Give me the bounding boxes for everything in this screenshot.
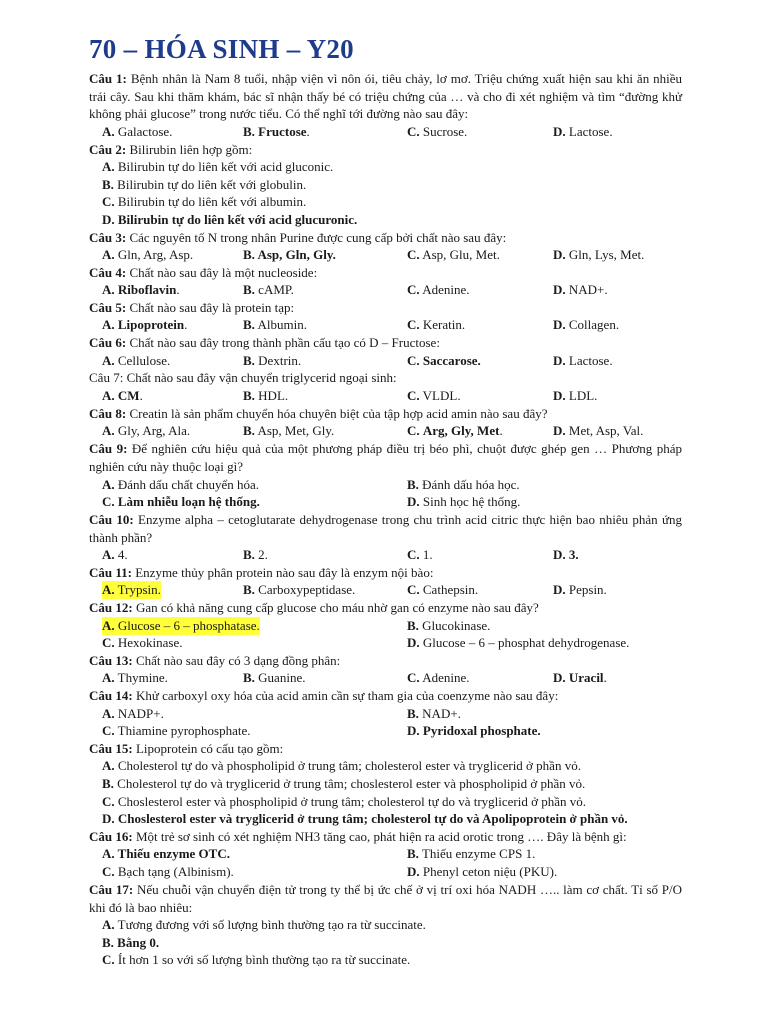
- answer-row: [102, 951, 682, 969]
- question-label: Câu 11:: [89, 565, 132, 580]
- option-letter: A.: [102, 353, 115, 368]
- option-text: Cholesterol tự do và phospholipid ở trung tâm; cholesterol ester và tryglicerid ở phần vỏ.: [117, 758, 581, 773]
- option-text: Lactose.: [568, 353, 613, 368]
- option-text: 1.: [422, 547, 433, 562]
- option-text: Sinh học hệ thống.: [422, 494, 521, 509]
- question-1: [89, 70, 682, 123]
- option-letter: C.: [407, 547, 420, 562]
- option-text: Thiếu enzyme CPS 1.: [421, 846, 536, 861]
- question-6: [89, 334, 682, 352]
- option-text: Keratin.: [422, 317, 466, 332]
- question-10: [89, 511, 682, 546]
- option-letter: A.: [102, 388, 115, 403]
- option-letter: D.: [553, 670, 566, 685]
- option-letter: D.: [407, 635, 420, 650]
- option-text: Pyridoxal phosphate.: [422, 723, 541, 738]
- option-text: Fructose: [258, 124, 307, 139]
- option-text: Cholesterol tự do và tryglicerid ở trung tâm; choslesterol ester và phospholipid ở phần vỏ.: [117, 776, 586, 791]
- question-4: [89, 264, 682, 282]
- option-letter: C.: [102, 864, 115, 879]
- answer-row: [102, 158, 682, 176]
- option-text: HDL.: [258, 388, 289, 403]
- option-text: Met, Asp, Val.: [568, 423, 644, 438]
- question-label: Câu 12:: [89, 600, 133, 615]
- option-text: Cathepsin.: [422, 582, 479, 597]
- option-letter: B.: [102, 935, 114, 950]
- option-letter: B.: [407, 618, 419, 633]
- option-letter: A.: [102, 670, 115, 685]
- question-label: Câu 10:: [89, 512, 134, 527]
- option-text: Pepsin.: [568, 582, 607, 597]
- option-letter: B.: [243, 582, 255, 597]
- option-letter: A.: [102, 247, 115, 262]
- option-text: NAD+.: [422, 706, 461, 721]
- option-text: NAD+.: [568, 282, 608, 297]
- option-text: Bilirubin tự do liên kết với albumin.: [117, 194, 307, 209]
- option-text: Choslesterol ester và phospholipid ở trung tâm; cholesterol tự do và tryglicerid ở phần vỏ.: [117, 794, 587, 809]
- option-text: Phenyl ceton niệu (PKU).: [422, 864, 558, 879]
- question-label: Câu 5:: [89, 300, 127, 315]
- question-text: Chất nào sau đây là một nucleoside:: [129, 265, 318, 280]
- answer-row: [102, 793, 682, 811]
- answer-row: [102, 176, 682, 194]
- option-letter: B.: [243, 670, 255, 685]
- question-8: [89, 405, 682, 423]
- option-text: Hexokinase.: [117, 635, 183, 650]
- option-letter: C.: [407, 353, 420, 368]
- option-text: cAMP.: [258, 282, 294, 297]
- option-letter: B.: [243, 124, 255, 139]
- question-text: Chất nào sau đây vận chuyển triglycerid ngoại sinh:: [126, 370, 397, 385]
- question-label: Câu 9:: [89, 441, 128, 456]
- question-text: Khử carboxyl oxy hóa của acid amin cần sự tham gia của coenzyme nào sau đây:: [135, 688, 559, 703]
- question-text: Creatin là sản phẩm chuyển hóa chuyên biệt của tập hợp acid amin nào sau đây?: [129, 406, 548, 421]
- option-letter: A.: [102, 618, 115, 633]
- option-letter: A.: [102, 547, 115, 562]
- option-text: Albumin.: [257, 317, 307, 332]
- document-page: 70 – HÓA SINH – Y20 Câu 1: Bệnh nhân là Nam 8 tuổi, nhập viện vì nôn ói, tiêu chảy, lơ mơ. Triệu chứng xuất hiện sau khi ăn nhiều trái cây. Sau khi thăm khám, bác sĩ nhận thấy bé có triệu chứng của … và cho đi xét nghiệm và tìm “đường khử không phải glucose” trong nước tiểu. Có thể nghĩ tới đường nào sau đây: A. Galactose. B. Fructose. C. Sucrose. D. Lactose. Câu 2: Bilirubin liên hợp gồm: A. Bilirubin tự do liên kết với acid gluconic. B. Bilirubin tự do liên kết với globulin. C. Bilirubin tự do liên kết với albumin. D. Bilirubin tự do liên kết với acid glucuronic. Câu 3: Các nguyên tố N trong nhân Purine được cung cấp bởi chất nào sau đây: A. Gln, Arg, Asp. B. Asp, Gln, Gly. C. Asp, Glu, Met. D. Gln, Lys, Met. Câu 4: Chất nào sau đây là một nucleoside: A. Riboflavin. B. cAMP. C. Adenine. D. NAD+. Câu 5: Chất nào sau đây là protein tạp: A. Lipoprotein. B. Albumin. C. Keratin. D. Collagen. Câu 6: Chất nào sau đây trong thành phần cấu tạo có D – Fructose: A. Cellulose. B. Dextrin. C. Saccarose. D. Lactose. Câu 7: Chất nào sau đây vận chuyển triglycerid ngoại sinh: A. CM. B. HDL. C. VLDL. D. LDL. Câu 8: Creatin là sản phẩm chuyển hóa chuyên biệt của tập hợp acid amin nào sau đây? A. Gly, Arg, Ala. B. Asp, Met, Gly. C. Arg, Gly, Met. D. Met, Asp, Val. Câu 9: Để nghiên cứu hiệu quả của một phương pháp điều trị béo phì, chuột được ghép gen … Phương pháp nghiên cứu này thuộc loại gì? A. Đánh dấu chất chuyển hóa. B. Đánh dấu hóa học. C. Làm nhiễu loạn hệ thống. D. Sinh học hệ thống. Câu 10: Enzyme alpha – cetoglutarate dehydrogenase trong chu trình acid citric thực hiện bao nhiêu phản ứng thành phần? A. 4. B. 2. C. 1. D. 3. Câu 11: Enzyme thủy phân protein nào sau đây là enzym nội bào: A. Trypsin. B. Carboxypeptidase. C. Cathepsin. D. Pepsin. Câu 12: Gan có khả năng cung cấp glucose cho máu nhờ gan có enzyme nào sau đây? A. Glucose – 6 – phosphatase. B. Glucokinase. C. Hexokinase. D. Glucose – 6 – phosphat dehydrogenase. Câu 13: Chất nào sau đây có 3 dạng đồng phân: A. Thymine. B. Guanine. C. Adenine. D. Uracil. Câu 14: Khử carboxyl oxy hóa của acid amin cần sự tham gia của coenzyme nào sau đây: A. NADP+. B. NAD+. C. Thiamine pyrophosphate. D. Pyridoxal phosphate. Câu 15: Lipoprotein có cấu tạo gồm: A. Cholesterol tự do và phospholipid ở trung tâm; cholesterol ester và tryglicerid ở phần vỏ. B. Cholesterol tự do và tryglicerid ở trung tâm; choslesterol ester và phospholipid ở phần vỏ. C. Choslesterol ester và phospholipid ở trung tâm; cholesterol tự do và tryglicerid ở phần vỏ. D. Choslesterol ester và tryglicerid ở trung tâm; cholesterol tự do và Apolipoprotein ở phần vỏ. Câu 16: Một trẻ sơ sinh có xét nghiệm NH3 tăng cao, phát hiện ra acid orotic trong …. Đây là bệnh gì: A. Thiếu enzyme OTC. B. Thiếu enzyme CPS 1. C. Bạch tạng (Albinism). D. Phenyl ceton niệu (PKU). Câu 17: Nếu chuỗi vận chuyển điện tử trong ty thể bị ức chế ở vị trí oxi hóa NADH ….. làm cơ chất. Tỉ số P/O khi đó là bao nhiêu: A. Tương đương với số lượng bình thường tạo ra từ succinate. B. Bằng 0. C. Ít hơn 1 so với số lượng bình thường tạo ra từ succinate.: [89, 34, 683, 967]
- option-text: Tương đương với số lượng bình thường tạo ra từ succinate.: [117, 917, 426, 932]
- option-text: CM: [117, 388, 140, 403]
- option-text: Bạch tạng (Albinism).: [117, 864, 234, 879]
- option-letter: B.: [243, 282, 255, 297]
- option-letter: D.: [553, 388, 566, 403]
- question-3: [89, 229, 682, 247]
- option-text: Glucose – 6 – phosphat dehydrogenase.: [422, 635, 630, 650]
- option-text: Làm nhiễu loạn hệ thống.: [117, 494, 260, 509]
- option-text: Bilirubin tự do liên kết với globulin.: [117, 177, 307, 192]
- option-letter: D.: [407, 723, 420, 738]
- option-letter: D.: [102, 212, 115, 227]
- option-letter: C.: [407, 388, 420, 403]
- question-label: Câu 13:: [89, 653, 133, 668]
- option-text: NADP+.: [117, 706, 164, 721]
- option-letter: D.: [553, 547, 566, 562]
- option-letter: C.: [102, 494, 115, 509]
- option-text: Bằng 0.: [117, 935, 160, 950]
- option-letter: C.: [407, 317, 420, 332]
- option-text: 3.: [568, 547, 579, 562]
- question-label: Câu 16:: [89, 829, 133, 844]
- question-14: [89, 687, 682, 705]
- option-letter: D.: [553, 423, 566, 438]
- question-text: Enzyme alpha – cetoglutarate dehydrogenase trong chu trình acid citric thực hiện bao nhiêu phản ứng thành phần?: [89, 512, 683, 545]
- question-label: Câu 14:: [89, 688, 133, 703]
- question-text: Chất nào sau đây là protein tạp:: [129, 300, 295, 315]
- option-letter: C.: [407, 124, 420, 139]
- option-text: Adenine.: [422, 670, 470, 685]
- question-label: Câu 2:: [89, 142, 127, 157]
- question-9: [89, 440, 682, 475]
- answer-row: [102, 193, 682, 211]
- answer-row: [102, 934, 682, 952]
- option-letter: A.: [102, 582, 115, 597]
- option-letter: C.: [102, 723, 115, 738]
- option-text: Thymine.: [117, 670, 168, 685]
- option-letter: B.: [407, 846, 419, 861]
- question-text: Chất nào sau đây có 3 dạng đồng phân:: [135, 653, 341, 668]
- highlighted-answer: [102, 581, 161, 599]
- option-text: Saccarose.: [422, 353, 481, 368]
- question-label: Câu 3:: [89, 230, 127, 245]
- option-text: Arg, Gly, Met: [422, 423, 500, 438]
- option-letter: A.: [102, 159, 115, 174]
- question-text: Chất nào sau đây trong thành phần cấu tạo có D – Fructose:: [129, 335, 440, 350]
- option-letter: C.: [102, 952, 115, 967]
- option-letter: A.: [102, 423, 115, 438]
- option-text: Carboxypeptidase.: [258, 582, 356, 597]
- question-5: [89, 299, 682, 317]
- option-text: Asp, Gln, Gly.: [257, 247, 336, 262]
- answer-row: [102, 757, 682, 775]
- option-letter: B.: [243, 547, 255, 562]
- highlighted-answer: [102, 617, 260, 635]
- option-letter: A.: [102, 846, 115, 861]
- option-letter: B.: [243, 388, 255, 403]
- answer-row: [102, 775, 682, 793]
- option-letter: C.: [102, 794, 115, 809]
- question-2: [89, 141, 682, 159]
- option-letter: B.: [407, 706, 419, 721]
- option-text: Bilirubin tự do liên kết với acid gluconic.: [117, 159, 334, 174]
- question-13: [89, 652, 682, 670]
- option-text: Thiếu enzyme OTC.: [117, 846, 230, 861]
- option-letter: B.: [243, 353, 255, 368]
- option-letter: C.: [102, 194, 115, 209]
- option-letter: B.: [102, 776, 114, 791]
- option-letter: D.: [407, 864, 420, 879]
- question-label: Câu 17:: [89, 882, 134, 897]
- option-letter: B.: [102, 177, 114, 192]
- question-text: Để nghiên cứu hiệu quả của một phương pháp điều trị béo phì, chuột được ghép gen … Phương pháp nghiên cứu này thuộc loại gì?: [89, 441, 683, 474]
- answer-row: [102, 211, 682, 229]
- question-label: Câu 7:: [89, 370, 124, 385]
- option-letter: C.: [407, 670, 420, 685]
- option-text: Uracil: [568, 670, 604, 685]
- option-text: Asp, Met, Gly.: [257, 423, 335, 438]
- option-text: Thiamine pyrophosphate.: [117, 723, 251, 738]
- option-text: Gln, Arg, Asp.: [117, 247, 194, 262]
- option-letter: D.: [407, 494, 420, 509]
- option-text: 4.: [117, 547, 128, 562]
- option-letter: C.: [102, 635, 115, 650]
- option-text: VLDL.: [422, 388, 461, 403]
- question-text: Lipoprotein có cấu tạo gồm:: [135, 741, 284, 756]
- option-text: Glucose – 6 – phosphatase.: [117, 618, 260, 633]
- option-letter: C.: [407, 247, 420, 262]
- question-11: [89, 564, 682, 582]
- option-text: Adenine.: [422, 282, 470, 297]
- option-text: 2.: [258, 547, 268, 562]
- question-text: Bệnh nhân là Nam 8 tuổi, nhập viện vì nôn ói, tiêu chảy, lơ mơ. Triệu chứng xuất hiện sau khi ăn nhiều trái cây. Sau khi thăm khám, bác sĩ nhận thấy bé có triệu chứng của … và cho đi xét nghiệm và tìm “đường khử không phải glucose” trong nước tiểu. Có thể nghĩ tới đường nào sau đây:: [89, 71, 683, 122]
- question-label: Câu 8:: [89, 406, 127, 421]
- option-letter: B.: [243, 423, 255, 438]
- option-letter: C.: [407, 582, 420, 597]
- question-text: Nếu chuỗi vận chuyển điện tử trong ty thể bị ức chế ở vị trí oxi hóa NADH ….. làm cơ chất. Tỉ số P/O khi đó là bao nhiêu:: [89, 882, 683, 915]
- option-text: Gly, Arg, Ala.: [117, 423, 191, 438]
- question-17: [89, 881, 682, 916]
- option-text: Galactose.: [117, 124, 173, 139]
- question-label: Câu 1:: [89, 71, 127, 86]
- question-label: Câu 4:: [89, 265, 127, 280]
- answer-row: [102, 810, 682, 828]
- option-letter: C.: [407, 282, 420, 297]
- option-letter: D.: [553, 353, 566, 368]
- answer-row: [102, 916, 682, 934]
- option-text: Choslesterol ester và tryglicerid ở trung tâm; cholesterol tự do và Apolipoprotein ở phần vỏ.: [117, 811, 628, 826]
- option-text: Glucokinase.: [422, 618, 491, 633]
- option-letter: B.: [407, 477, 419, 492]
- option-letter: A.: [102, 124, 115, 139]
- question-15: [89, 740, 682, 758]
- question-label: Câu 6:: [89, 335, 127, 350]
- option-letter: D.: [553, 317, 566, 332]
- question-text: Các nguyên tố N trong nhân Purine được cung cấp bởi chất nào sau đây:: [129, 230, 507, 245]
- option-text: Trypsin.: [117, 582, 161, 597]
- question-12: [89, 599, 682, 617]
- option-text: Riboflavin: [117, 282, 177, 297]
- option-text: Asp, Glu, Met.: [422, 247, 500, 262]
- option-text: Dextrin.: [258, 353, 302, 368]
- option-letter: A.: [102, 282, 115, 297]
- page-title: 70 – HÓA SINH – Y20: [89, 34, 354, 64]
- option-letter: A.: [102, 706, 115, 721]
- option-text: Gln, Lys, Met.: [568, 247, 645, 262]
- option-letter: D.: [102, 811, 115, 826]
- question-text: Bilirubin liên hợp gồm:: [129, 142, 253, 157]
- question-text: Một trẻ sơ sinh có xét nghiệm NH3 tăng cao, phát hiện ra acid orotic trong …. Đây là bệnh gì:: [135, 829, 627, 844]
- option-letter: B.: [243, 317, 255, 332]
- question-7: [89, 369, 682, 387]
- option-letter: D.: [553, 247, 566, 262]
- option-text: Sucrose.: [422, 124, 468, 139]
- option-letter: D.: [553, 124, 566, 139]
- question-label: Câu 15:: [89, 741, 133, 756]
- question-16: [89, 828, 682, 846]
- option-text: Cellulose.: [117, 353, 171, 368]
- option-text: Lipoprotein: [117, 317, 185, 332]
- option-letter: B.: [243, 247, 255, 262]
- option-letter: A.: [102, 477, 115, 492]
- option-text: Đánh dấu hóa học.: [422, 477, 520, 492]
- option-letter: A.: [102, 758, 115, 773]
- option-letter: C.: [407, 423, 420, 438]
- option-text: Đánh dấu chất chuyển hóa.: [117, 477, 260, 492]
- option-text: Bilirubin tự do liên kết với acid glucuronic.: [117, 212, 358, 227]
- question-text: Gan có khả năng cung cấp glucose cho máu nhờ gan có enzyme nào sau đây?: [135, 600, 539, 615]
- option-letter: D.: [553, 282, 566, 297]
- option-letter: A.: [102, 317, 115, 332]
- option-letter: D.: [553, 582, 566, 597]
- option-text: Lactose.: [568, 124, 613, 139]
- option-text: Collagen.: [568, 317, 620, 332]
- option-letter: A.: [102, 917, 115, 932]
- question-text: Enzyme thủy phân protein nào sau đây là enzym nội bào:: [135, 565, 434, 580]
- option-text: Guanine.: [258, 670, 306, 685]
- option-text: LDL.: [568, 388, 598, 403]
- option-text: Ít hơn 1 so với số lượng bình thường tạo ra từ succinate.: [117, 952, 411, 967]
